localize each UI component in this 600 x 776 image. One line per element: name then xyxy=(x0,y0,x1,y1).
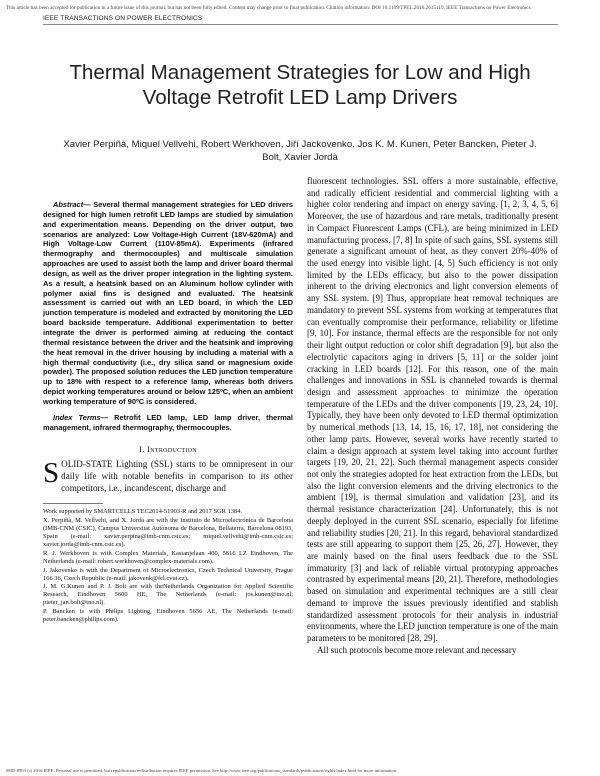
footnote-affiliation-imb: X. Perpiñà, M. Vellvehi, and X. Jordà are with the Instituto de Microelectrónica de Barcelona (IMB-CNM (CSIC), Campus Universitat Autònoma de Barcelona, Bellaterra, Barcelona 08193, Spain (e-mail: xavier.perpina@imb-cnm.csic.es; miquel.vellvehi@imb-cnm.csic.es; xavier.jorda@imb-cnm.csic.es). xyxy=(43,517,293,549)
journal-name: IEEE TRANSACTIONS ON POWER ELECTRONICS xyxy=(43,15,203,22)
header-rule xyxy=(43,24,558,25)
author-list: Xavier Perpiñà, Miquel Vellvehi, Robert Werkhoven, Jiří Jackovenko, Jos K. M. Kunen, Peter Bancken, Pieter J. Bolt, Xavier Jordà xyxy=(63,139,537,164)
footnote-affiliation-tno: J. M. G.Kunen and P. J. Bolt are with theNetherlands Organization for Applied Scientific Research, Eindhoven 5600 HE, The Netherlands (e-mail: jos.kunen@tno.nl; pieter_jan.bolt@tno.nl). xyxy=(43,583,293,607)
footnote-affiliation-complex-materials: R. J. Werkhoven is with Complex Materials, Kastanjelaan 400, 5616 LZ Eindhoven, The Netherlands (e-mail: robert.werkhoven@complex-materials.com). xyxy=(43,549,293,565)
paper-title: Thermal Management Strategies for Low and High Voltage Retrofit LED Lamp Drivers xyxy=(69,61,531,109)
section-heading-introduction: I. Introduction xyxy=(139,444,197,455)
abstract-label: Abstract xyxy=(53,200,84,209)
footnote-affiliation-philips: P. Bancken is with Philips Lighting, Eindhoven 5656 AE, The Netherlands (e-mail: peter.bancken@philips.com). xyxy=(43,607,293,623)
abstract xyxy=(43,200,293,407)
index-terms xyxy=(43,413,293,433)
left-column xyxy=(43,200,293,625)
drop-cap: S xyxy=(43,459,60,490)
right-column xyxy=(307,176,558,656)
body-paragraph-1: fluorescent technologies. SSL offers a more sustainable, effective, and radically efficient residential and commercial lighting with a higher color rendering and impact on energy saving. [1, 2, 3, 4, 5, 6] Moreover, the use of hazardous and rare metals, traditionally present in Compact Fluorescent Lamps (CFL), are being minimized in LED manufacturing process. [7, 8] In spite of such gains, SSL systems still generate a significant amount of heat, as they convert 20%-40% of the used energy into visible light. [4, 5] Such efficiency is not only limited by the LEDs efficacy, but also to the power dissipation inherent to the driving electronics and light conversion elements of any SSL system. [9] Thus, appropriate heat removal techniques are mandatory to prevent SSL systems from working at temperatures that can eventually compromise their performance, reliability or lifetime [9, 10]. For instance, thermal effects are the responsible for not only their light output reduction or color shift degradation [9], but also the electrolytic capacitors aging in drivers [5, 11] or the solder joint cracking in LED boards [12]. For this reason, one of the main challenges and innovations in SSL is channeled towards is thermal design and assessment approaches to minimize the operation temperature of the LEDs and the driver components [19, 23, 24, 10]. Typically, they have been only devoted to LED thermal optimization by numerical methods [13, 14, 15, 16, 17, 18], not considering the other lamp parts. However, several works have recently started to claim a design approach at system level taking into account further targets [19, 20, 21, 22]. Such thermal management aspects consider not only the strategies adopted for heat extraction from the LEDs, but also the light conversion elements and the driving electronics to the ambient [19], is thermal simulation and validation [23], and its thermal resistance characterization [24]. Unfortunately, this is not deeply deployed in the current SSL scenario, especially for lifetime and reliability studies [20, 21]. In this regard, behavioral standardized tests are still appearing to support them [25, 26, 27]. However, they are mainly based on the final users feedback due to the SSL immaturity [3] and lack of reliable virtual prototyping approaches contrasted by experimental means [20, 21]. Therefore, methodologies based on simulation and experimental techniques are a still clear demand to improve the issues previously identified and stablish standardized assessment protocols for their analysis in industrial environments, where the LED junction temperature is one of the main parameters to be monitored [28, 29]. xyxy=(307,176,558,644)
abstract-text: — Several thermal management strategies for LED drivers designed for high lumen retrofit LED lamps are studied by simulation and experimentation means. Depending on the driver output, two scenarios are analyzed: Low Voltage-High Current (18V-620mA) and High Voltage-Low Current (110V-85mA). Experiments (infrared thermography and thermocouples) and multiscale simulation approaches are used to assist both the lamp and driver board thermal design, as well as the driver proper integration in the lighting system. As a result, a heatsink based on an Aluminum hollow cylinder with polymer axial fins is designed and evaluated. The heatsink assessment is carried out with an LED board, in which the LED junction temperature is modeled and extracted by monitoring the LED board backside temperature. Additional experimentation to better integrate the driver is performed aiming at reducing the contact thermal resistance between the driver and the heatsink and improving the heat removal in the driver housing by including a material with a high thermal conductivity (i.e., dry silica sand or magnesium oxide powder). The proposed solution reduces the LED junction temperature up to 18% with respect to a reference lamp, whereas both drivers depict working temperatures around or below 125ºC, when an ambient working temperature of 90ºC is considered. xyxy=(43,200,294,406)
publication-notice: This article has been accepted for publication in a future issue of this journal, but has not been fully edited. Content may change prior to final publication. Citation information: DOI 10.1109/TPEL.2016.2615119, IEEE Transactions on Power Electronics xyxy=(6,5,531,11)
intro-smallcaps: OLID-STATE xyxy=(61,459,113,470)
copyright-notice: 0885-8993 (c) 2016 IEEE. Personal use is permitted, but republication/redistribution requires IEEE permission. See http://www.ieee.org/publications_standards/publications/rights/index.html for more information. xyxy=(6,768,398,773)
footnote-rule xyxy=(43,503,103,504)
body-paragraph-2: All such protocols become more relevant and necessary xyxy=(317,644,517,655)
index-terms-label: Index Terms xyxy=(53,412,101,422)
intro-text: Lighting (SSL) starts to be omnipresent in our daily life with notable benefits in comparison to its other competitors, i.e., incandescent, discharge and xyxy=(61,459,293,494)
introduction-paragraph xyxy=(43,459,293,497)
footnote-funding: Work supported by SMARTCELLS TEC2014-51903-R and 2017 SGR 1384. xyxy=(43,508,243,516)
index-terms-text: — Retrofit LED lamp, LED lamp driver, thermal management, infrared thermography, thermocouples. xyxy=(43,412,293,432)
footnote-affiliation-ctu: J. Jakovenko is with the Department of Microelectronics, Czech Technical University, Prague 166 36, Czech Republic (e-mail: jakovenk@fel.cvut.cz). xyxy=(43,566,293,582)
